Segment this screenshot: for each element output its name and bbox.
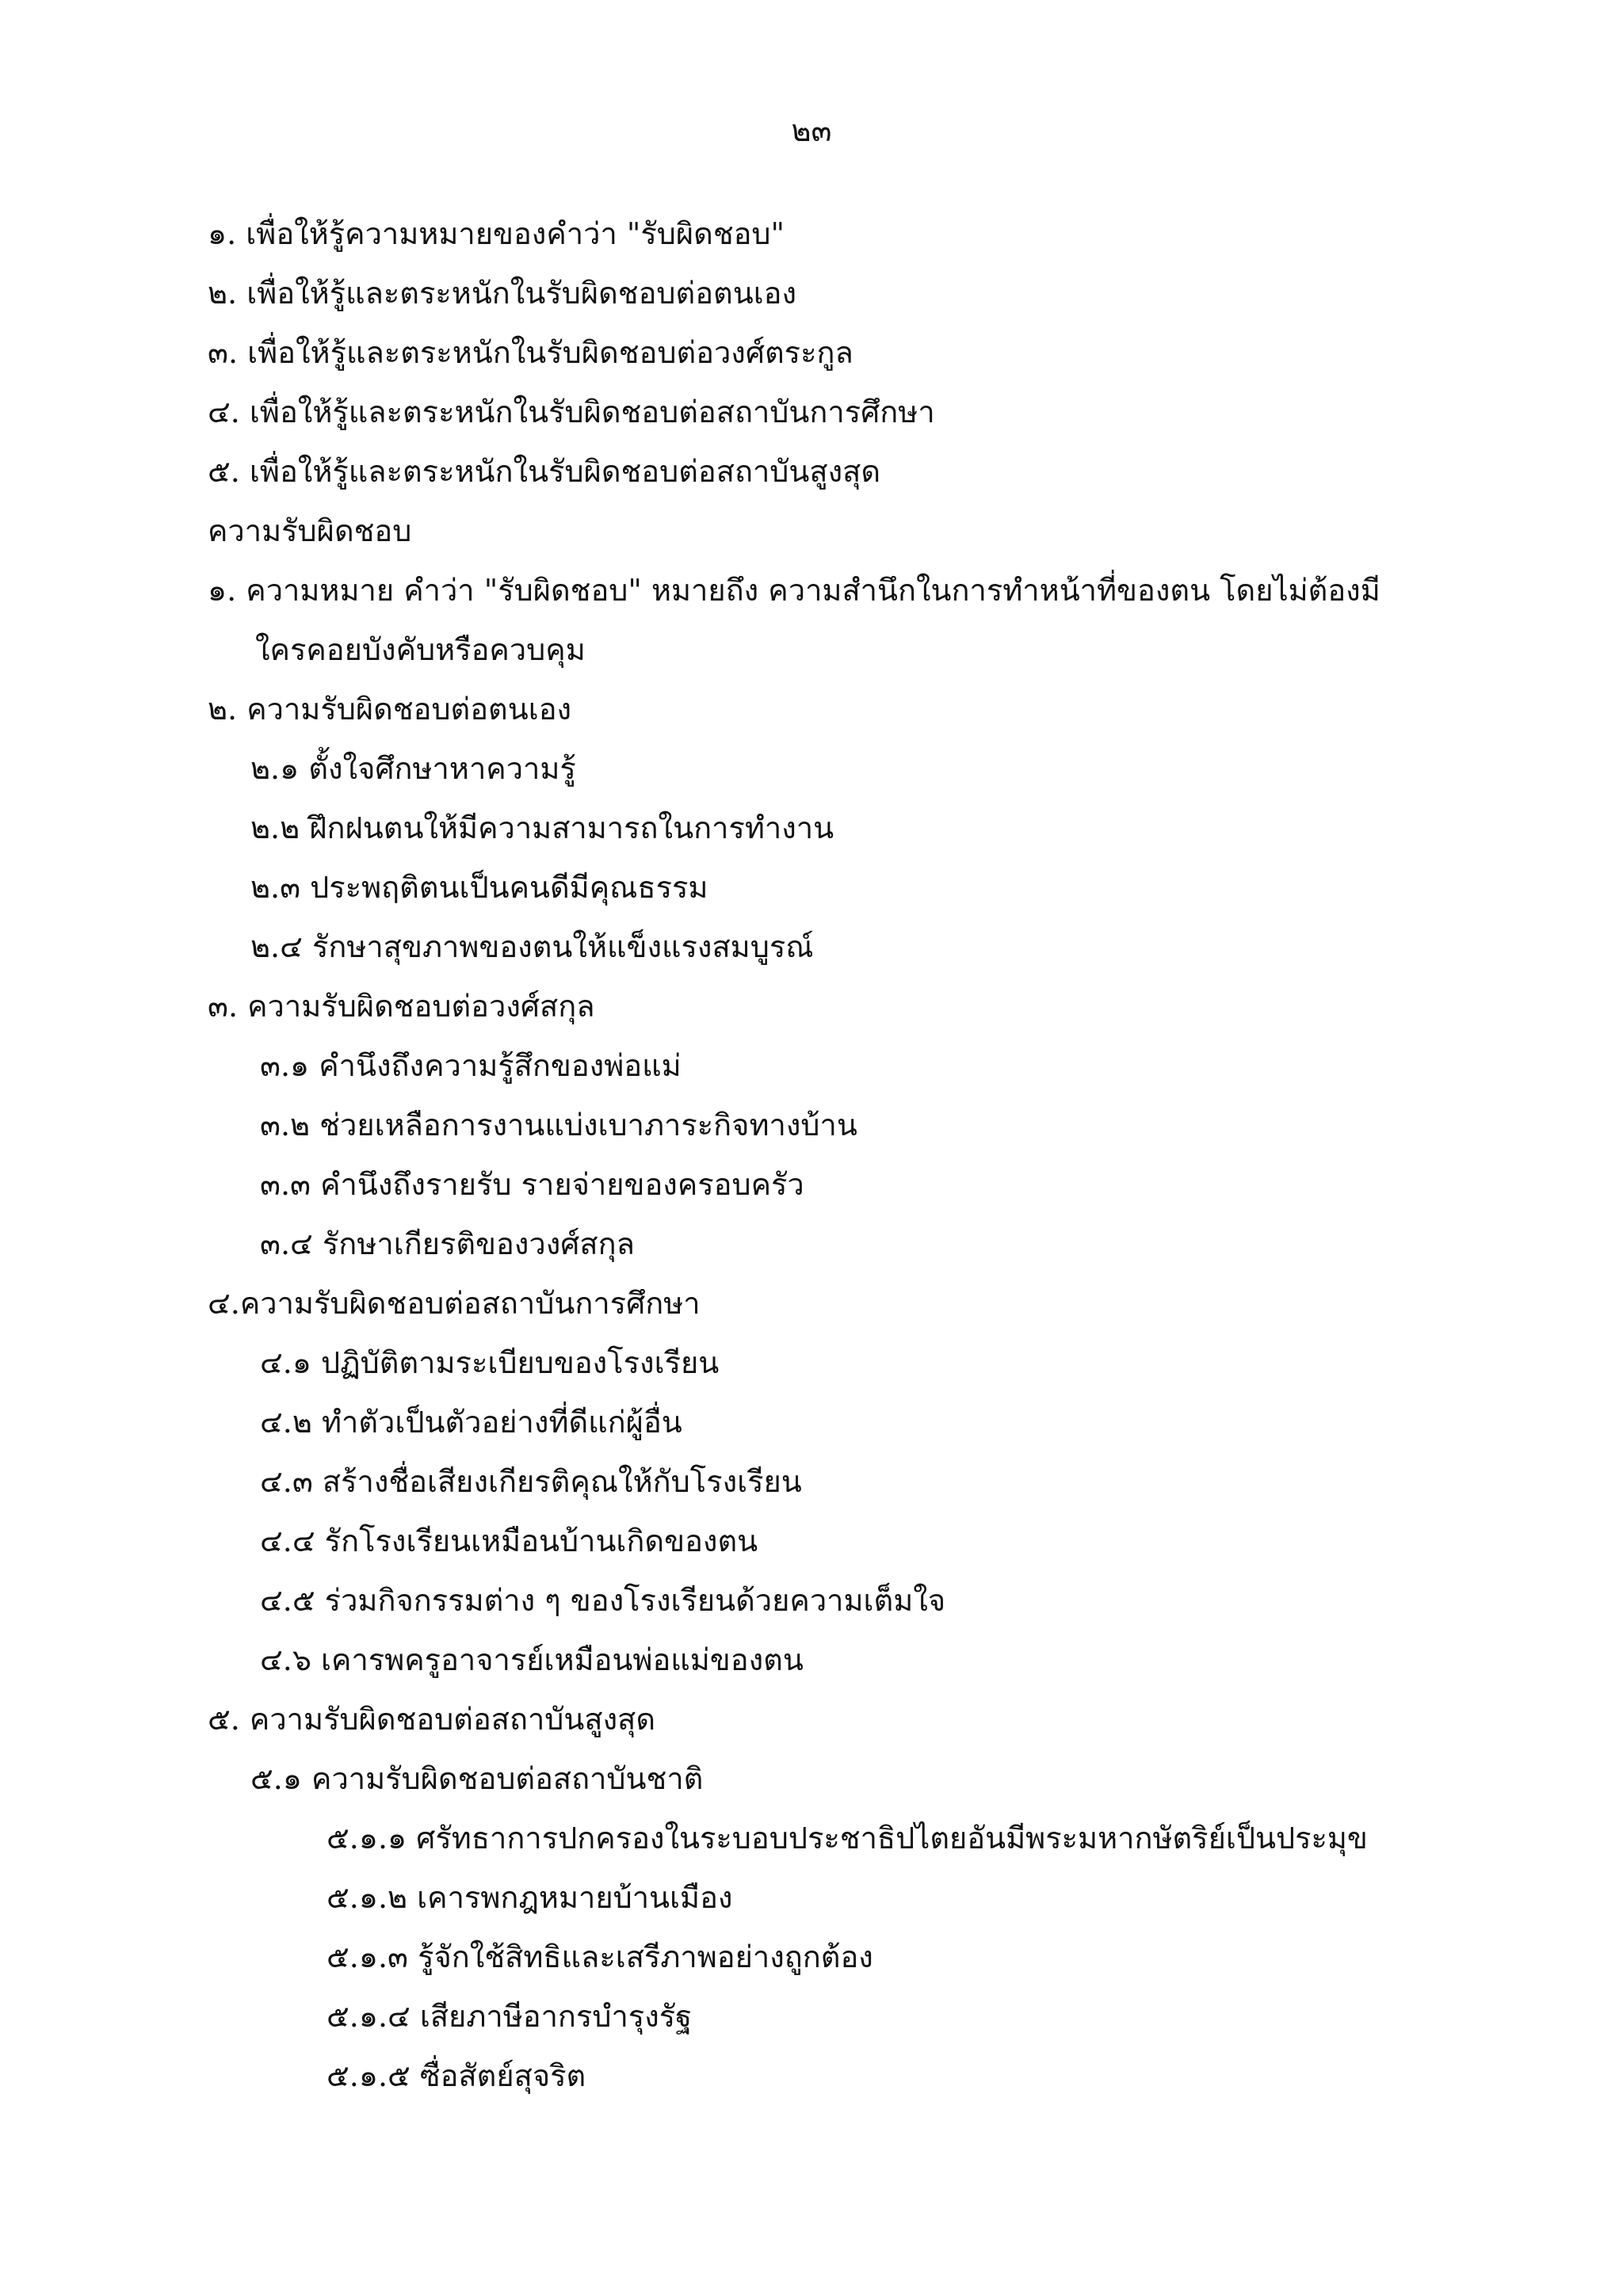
- section-heading: ความรับผิดชอบ: [208, 513, 412, 548]
- nation-responsibility-item: ๕.๑.๒ เคารพกฎหมายบ้านเมือง: [327, 1880, 733, 1915]
- school-responsibility-item: ๔.๓ สร้างชื่อเสียงเกียรติคุณให้กับโรงเรียน: [260, 1464, 802, 1499]
- self-responsibility-item: ๒.๒ ฝึกฝนตนให้มีความสามารถในการทำงาน: [250, 810, 834, 845]
- page-number: ๒๓: [791, 113, 832, 148]
- objective-item: ๑. เพื่อให้รู้ความหมายของคำว่า "รับผิดชอบ": [208, 216, 785, 251]
- objective-item: ๒. เพื่อให้รู้และตระหนักในรับผิดชอบต่อตนเอง: [208, 276, 797, 311]
- school-responsibility-item: ๔.๕ ร่วมกิจกรรมต่าง ๆ ของโรงเรียนด้วยความเต็มใจ: [260, 1583, 946, 1618]
- objective-item: ๔. เพื่อให้รู้และตระหนักในรับผิดชอบต่อสถาบันการศึกษา: [208, 395, 935, 429]
- objective-item: ๕. เพื่อให้รู้และตระหนักในรับผิดชอบต่อสถาบันสูงสุด: [208, 454, 881, 489]
- definition-line: ๑. ความหมาย คำว่า "รับผิดชอบ" หมายถึง ความสำนึกในการทำหน้าที่ของตน โดยไม่ต้องมี: [208, 573, 1381, 608]
- school-responsibility-item: ๔.๑ ปฏิบัติตามระเบียบของโรงเรียน: [260, 1345, 720, 1380]
- nation-responsibility-item: ๕.๑.๑ ศรัทธาการปกครองในระบอบประชาธิปไตยอันมีพระมหากษัตริย์เป็นประมุข: [327, 1821, 1368, 1855]
- school-responsibility-item: ๔.๖ เคารพครูอาจารย์เหมือนพ่อแม่ของตน: [260, 1642, 804, 1677]
- nation-responsibility-item: ๕.๑.๕ ซื่อสัตย์สุจริต: [327, 2058, 586, 2093]
- self-responsibility-title: ๒. ความรับผิดชอบต่อตนเอง: [208, 692, 572, 727]
- document-body: [0, 204, 1623, 2106]
- self-responsibility-item: ๒.๑ ตั้งใจศึกษาหาความรู้: [250, 751, 576, 786]
- definition-line-continued: ใครคอยบังคับหรือควบคุม: [255, 632, 586, 667]
- objective-item: ๓. เพื่อให้รู้และตระหนักในรับผิดชอบต่อวงศ์ตระกูล: [208, 335, 854, 370]
- school-responsibility-title: ๔.ความรับผิดชอบต่อสถาบันการศึกษา: [208, 1286, 701, 1321]
- self-responsibility-item: ๒.๔ รักษาสุขภาพของตนให้แข็งแรงสมบูรณ์: [250, 929, 814, 964]
- self-responsibility-item: ๒.๓ ประพฤติตนเป็นคนดีมีคุณธรรม: [250, 870, 708, 905]
- supreme-responsibility-title: ๕. ความรับผิดชอบต่อสถาบันสูงสุด: [208, 1702, 656, 1737]
- school-responsibility-item: ๔.๒ ทำตัวเป็นตัวอย่างที่ดีแก่ผู้อื่น: [260, 1405, 682, 1440]
- school-responsibility-item: ๔.๔ รักโรงเรียนเหมือนบ้านเกิดของตน: [260, 1524, 758, 1558]
- family-responsibility-item: ๓.๓ คำนึงถึงรายรับ รายจ่ายของครอบครัว: [260, 1167, 804, 1202]
- nation-responsibility-item: ๕.๑.๔ เสียภาษีอากรบำรุงรัฐ: [327, 1999, 693, 2034]
- nation-responsibility-item: ๕.๑.๓ รู้จักใช้สิทธิและเสรีภาพอย่างถูกต้อง: [327, 1939, 873, 1974]
- family-responsibility-item: ๓.๔ รักษาเกียรติของวงศ์สกุล: [260, 1226, 635, 1261]
- family-responsibility-item: ๓.๑ คำนึงถึงความรู้สึกของพ่อแม่: [260, 1048, 682, 1083]
- family-responsibility-item: ๓.๒ ช่วยเหลือการงานแบ่งเบาภาระกิจทางบ้าน: [260, 1108, 857, 1142]
- family-responsibility-title: ๓. ความรับผิดชอบต่อวงศ์สกุล: [208, 989, 595, 1024]
- nation-responsibility-subtitle: ๕.๑ ความรับผิดชอบต่อสถาบันชาติ: [250, 1761, 704, 1796]
